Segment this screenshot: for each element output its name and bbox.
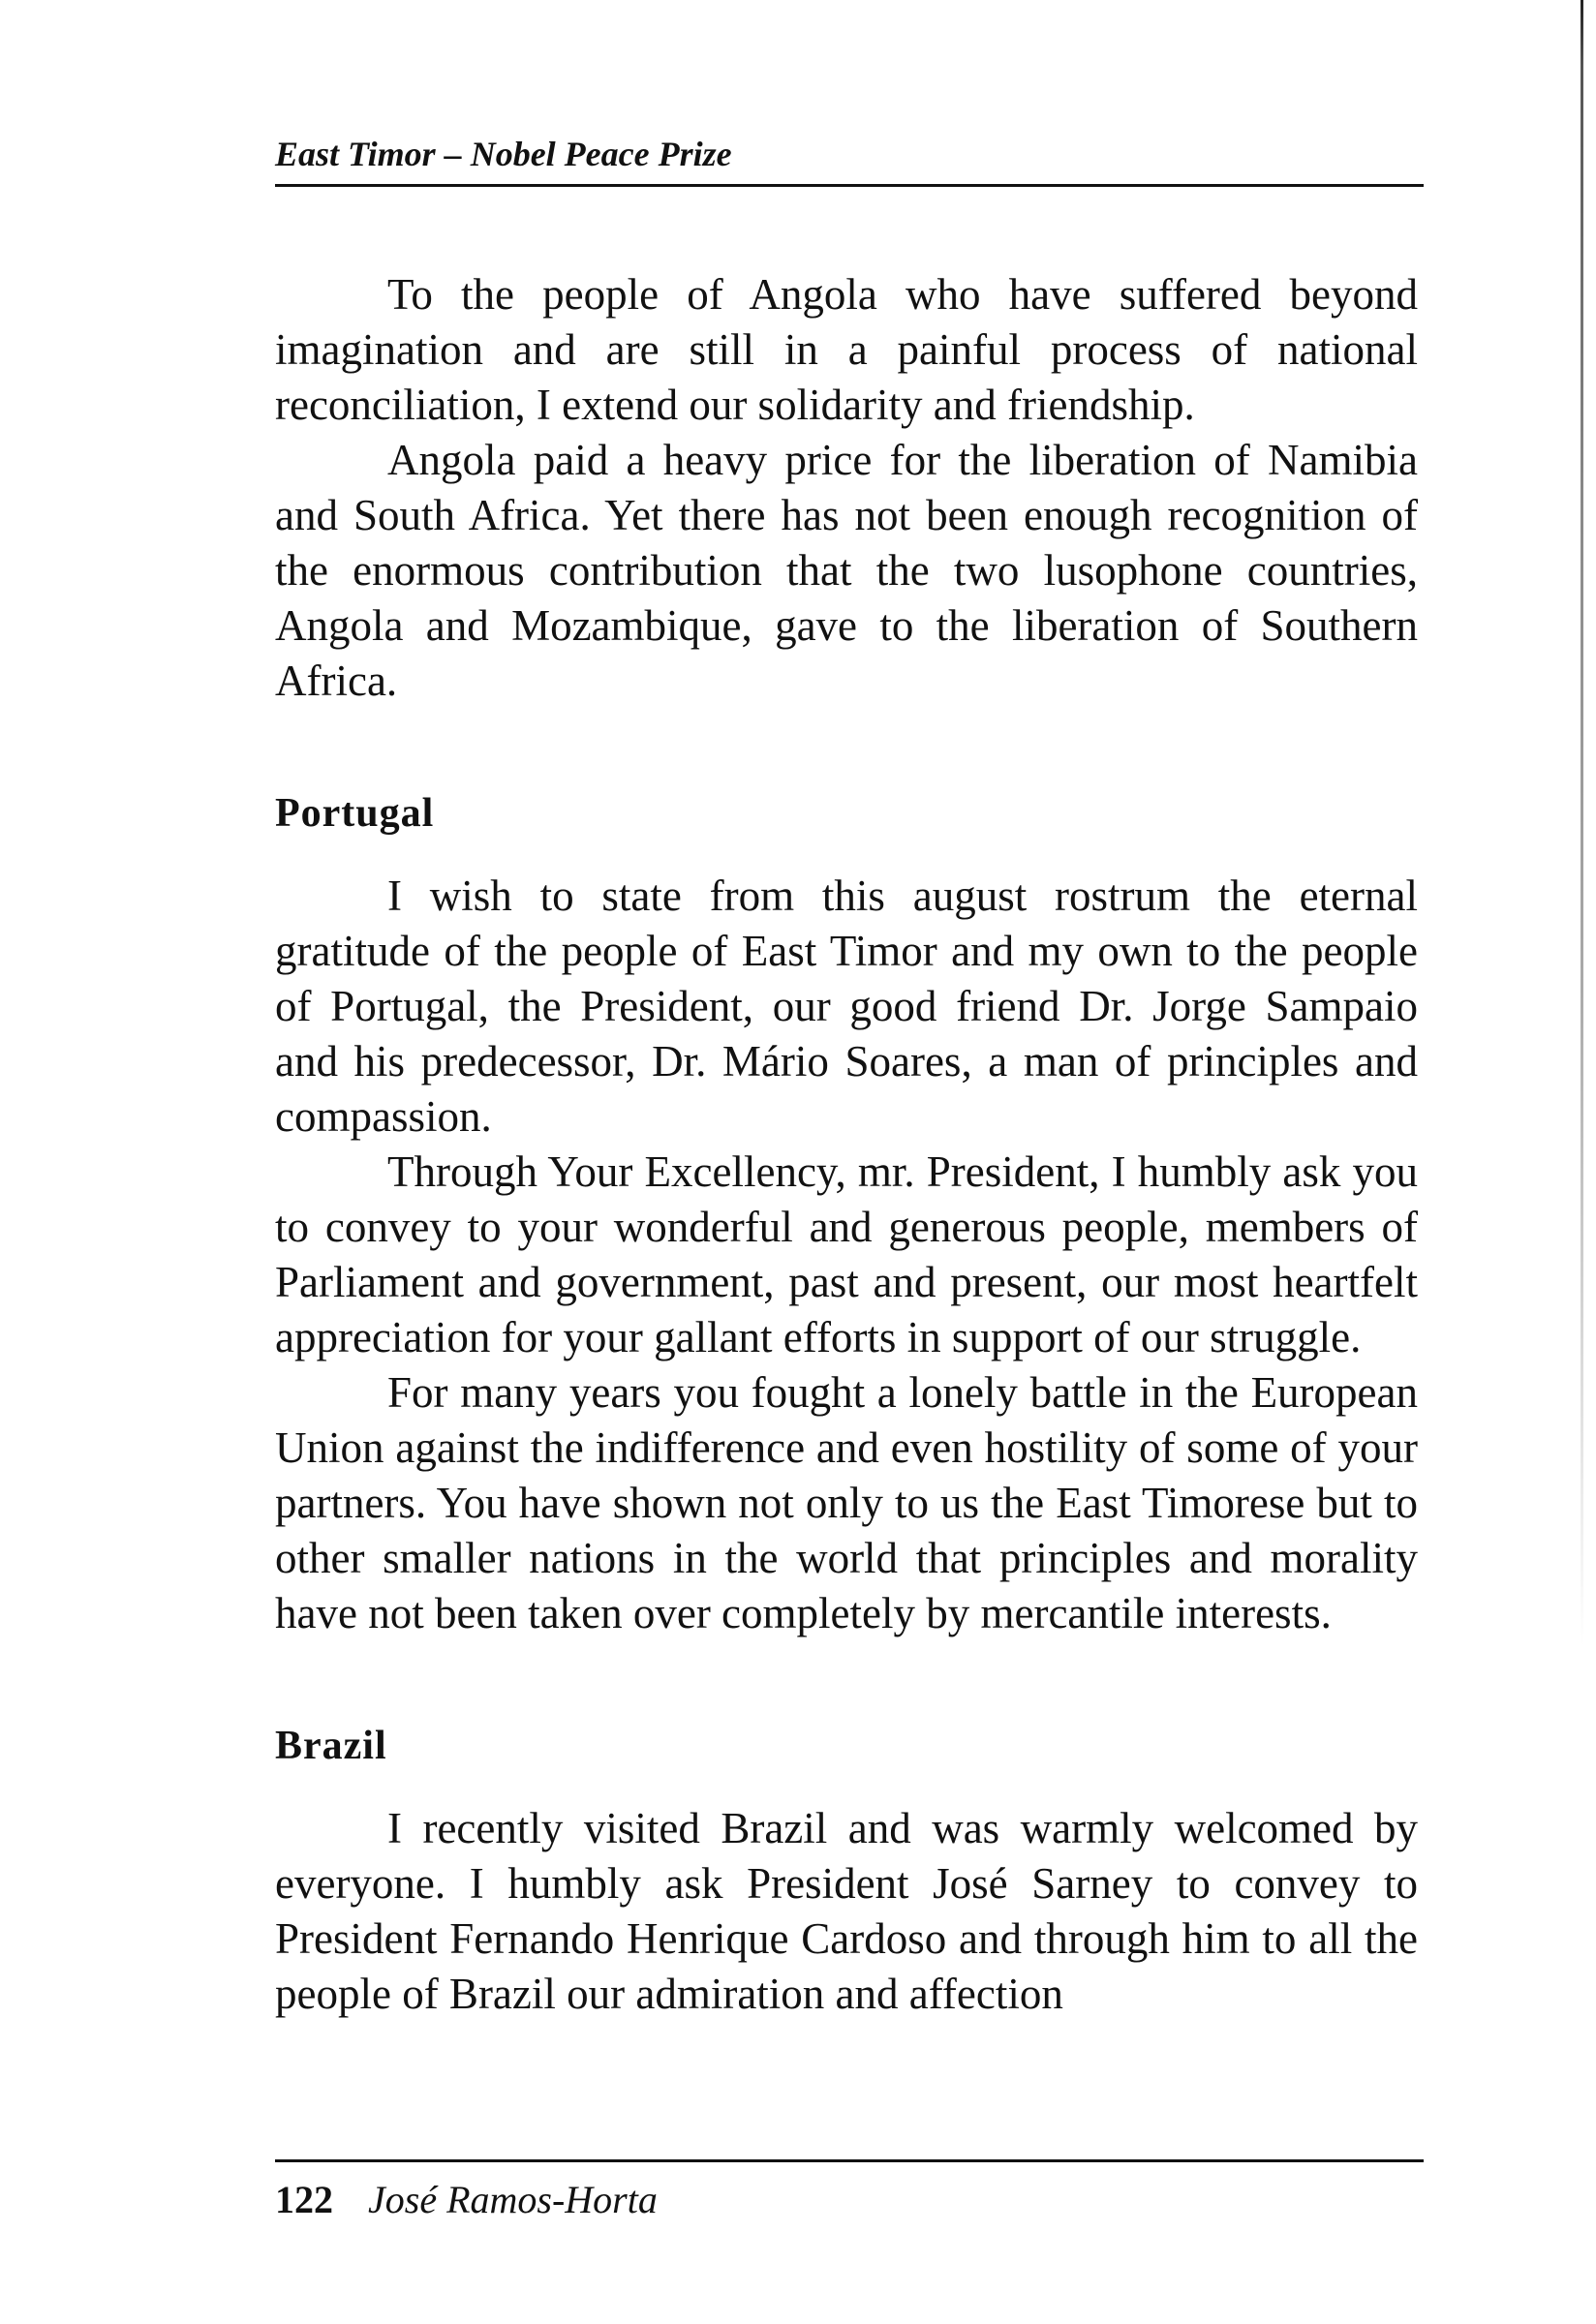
- footer-rule: [275, 2159, 1424, 2162]
- paragraph-angola-price: Angola paid a heavy price for the liberation of Namibia and South Africa. Yet there has not been enough recognition of the enormous contribution that the two lusophone countries, Angola and Mozambique, gave to the liberation of Southern Africa.: [275, 436, 1418, 705]
- paragraph-brazil-visit: I recently visited Brazil and was warmly welcomed by everyone. I humbly ask President José Sarney to convey to President Fernando Henrique Cardoso and through him to all the people of Brazil our admiration and affection: [275, 1804, 1418, 2018]
- paragraph-angola-solidarity: To the people of Angola who have suffered beyond imagination and are still in a painful process of national reconciliation, I extend our solidarity and friendship.: [275, 270, 1418, 429]
- author-name: José Ramos-Horta: [368, 2178, 658, 2221]
- running-header: East Timor – Nobel Peace Prize: [275, 124, 1424, 187]
- section-heading-portugal: Portugal: [275, 791, 435, 836]
- section-heading-brazil: Brazil: [275, 1724, 387, 1768]
- page-body: [275, 267, 1418, 2022]
- page-number: 122: [275, 2178, 333, 2221]
- paragraph-portugal-gratitude: I wish to state from this august rostrum the eternal gratitude of the people of East Timor and my own to the people of Portugal, the President, our good friend Dr. Jorge Sampaio and his predecessor, Dr. Mário Soares, a man of principles and compassion.: [275, 872, 1418, 1141]
- page-footer: [275, 2169, 658, 2231]
- paragraph-portugal-european-union: For many years you fought a lonely battle in the European Union against the indifference and even hostility of some of your partners. You have shown not only to us the East Timorese but to other smaller nations in the world that principles and morality have not been taken over completely by mercantile interests.: [275, 1368, 1418, 1637]
- page-edge-line: [1581, 0, 1583, 1646]
- paragraph-portugal-excellency: Through Your Excellency, mr. President, I humbly ask you to convey to your wonderful and generous people, members of Parliament and government, past and present, our most heartfelt appreciation for your gallant efforts in support of our struggle.: [275, 1147, 1418, 1361]
